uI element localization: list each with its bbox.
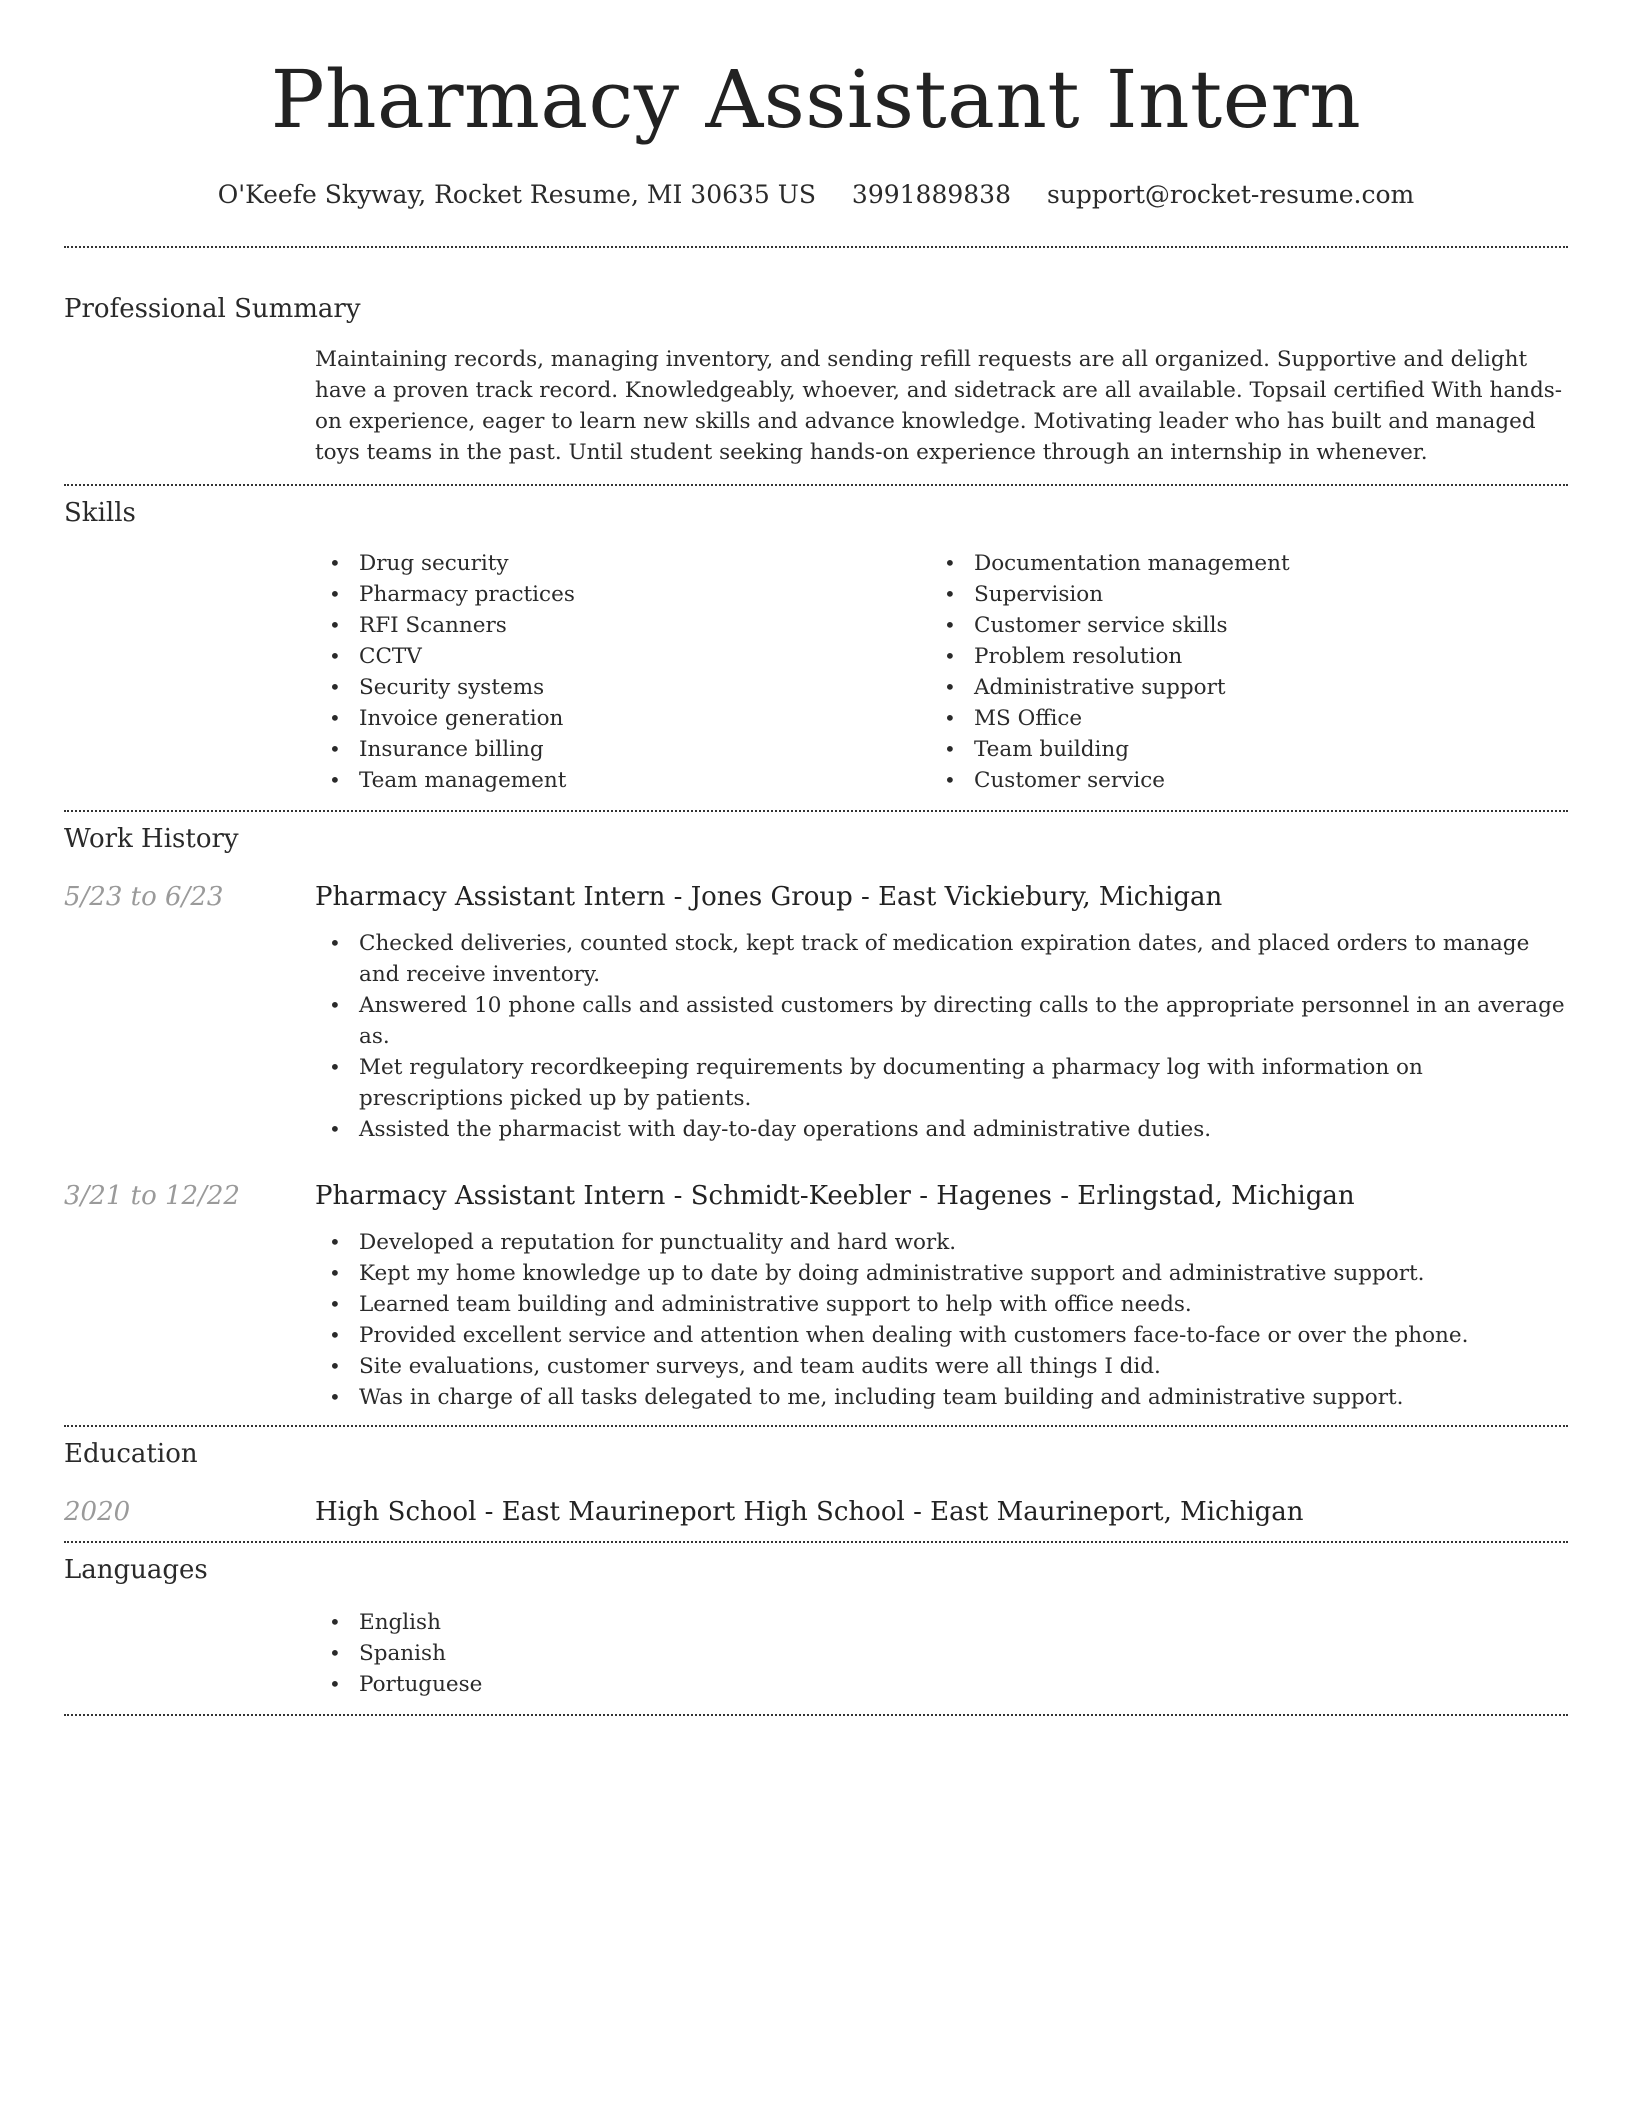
job-bullet: • Developed a reputation for punctuality and hard work.: [315, 1227, 1568, 1258]
education-date: 2020: [64, 1497, 131, 1527]
section-divider: [64, 1714, 1568, 1716]
skills-title: Skills: [64, 498, 136, 528]
skills-section: [64, 496, 1568, 810]
skill-item: • Administrative support: [930, 672, 1545, 703]
job-date: 5/23 to 6/23: [64, 882, 224, 912]
skill-item: • Customer service skills: [930, 610, 1545, 641]
education-heading: High School - East Maurineport High School - East Maurineport, Michigan: [315, 1497, 1304, 1527]
contact-phone: 3991889838: [851, 180, 1011, 209]
skill-item: • Problem resolution: [930, 641, 1545, 672]
skill-item: • RFI Scanners: [315, 610, 930, 641]
job-bullet: • Answered 10 phone calls and assisted customers by directing calls to the appropriate personnel in an average as.: [315, 990, 1568, 1052]
job-bullet: • Learned team building and administrative support to help with office needs.: [315, 1289, 1568, 1320]
candidate-name: Pharmacy Assistant Intern: [270, 53, 1362, 146]
job-heading: Pharmacy Assistant Intern - Schmidt-Keebler - Hagenes - Erlingstad, Michigan: [315, 1181, 1355, 1211]
skills-column-right: [930, 548, 1545, 796]
job-body: [315, 880, 1568, 1145]
job-bullet: • Met regulatory recordkeeping requirements by documenting a pharmacy log with information on prescriptions picked up by patients.: [315, 1052, 1568, 1114]
job-bullet: • Was in charge of all tasks delegated to me, including team building and administrative support.: [315, 1382, 1568, 1413]
summary-section: [64, 292, 1568, 484]
section-divider: [64, 810, 1568, 812]
summary-text: Maintaining records, managing inventory, and sending refill requests are all organized. Supportive and delight have a proven track record. Knowledgeably, whoever, and sidetrack are all available. Topsail certified With hands-on experience, eager to learn new skills and advance knowledge. Motivating leader who has built and managed toys teams in the past. Until student seeking hands-on experience through an internship in whenever.: [315, 347, 1563, 465]
languages-title: Languages: [64, 1555, 208, 1585]
language-item: • English: [315, 1607, 1568, 1638]
education-title: Education: [64, 1439, 198, 1469]
job-bullet: • Kept my home knowledge up to date by doing administrative support and administrative support.: [315, 1258, 1568, 1289]
section-divider: [64, 1425, 1568, 1427]
job-entry: [64, 1179, 1568, 1413]
work-history-section: [64, 822, 1568, 1425]
skills-column-left: [315, 548, 930, 796]
job-bullet: • Provided excellent service and attention when dealing with customers face-to-face or over the phone.: [315, 1320, 1568, 1351]
skill-item: • Drug security: [315, 548, 930, 579]
skill-item: • Invoice generation: [315, 703, 930, 734]
contact-line: [64, 178, 1568, 212]
skill-item: • Team building: [930, 734, 1545, 765]
skill-item: • Supervision: [930, 579, 1545, 610]
skill-item: • Team management: [315, 765, 930, 796]
job-bullet: • Site evaluations, customer surveys, and team audits were all things I did.: [315, 1351, 1568, 1382]
language-item: • Spanish: [315, 1638, 1568, 1669]
education-section: [64, 1437, 1568, 1541]
section-divider: [64, 484, 1568, 486]
skill-item: • MS Office: [930, 703, 1545, 734]
skill-item: • Insurance billing: [315, 734, 930, 765]
language-item: • Portuguese: [315, 1669, 1568, 1700]
job-bullet: • Checked deliveries, counted stock, kept track of medication expiration dates, and placed orders to manage and receive inventory.: [315, 928, 1568, 990]
job-bullets: [315, 1227, 1568, 1413]
job-heading: Pharmacy Assistant Intern - Jones Group - East Vickiebury, Michigan: [315, 882, 1223, 912]
languages-list: [315, 1607, 1568, 1714]
contact-address: O'Keefe Skyway, Rocket Resume, MI 30635 US: [217, 180, 816, 209]
skill-item: • Security systems: [315, 672, 930, 703]
job-body: [315, 1179, 1568, 1413]
work-history-title: Work History: [64, 824, 239, 854]
job-bullets: [315, 928, 1568, 1145]
job-list: [64, 880, 1568, 1425]
section-divider: [64, 246, 1568, 248]
summary-title: Professional Summary: [64, 294, 361, 324]
languages-section: [64, 1553, 1568, 1714]
resume-header: [64, 0, 1568, 212]
job-entry: [64, 880, 1568, 1145]
job-bullet: • Assisted the pharmacist with day-to-day operations and administrative duties.: [315, 1114, 1568, 1145]
skill-item: • Documentation management: [930, 548, 1545, 579]
education-entry: [64, 1495, 1568, 1541]
skills-grid: [315, 548, 1568, 810]
contact-email: support@rocket-resume.com: [1046, 180, 1415, 209]
job-date: 3/21 to 12/22: [64, 1181, 240, 1211]
skill-item: • CCTV: [315, 641, 930, 672]
skill-item: • Customer service: [930, 765, 1545, 796]
section-divider: [64, 1541, 1568, 1543]
skill-item: • Pharmacy practices: [315, 579, 930, 610]
